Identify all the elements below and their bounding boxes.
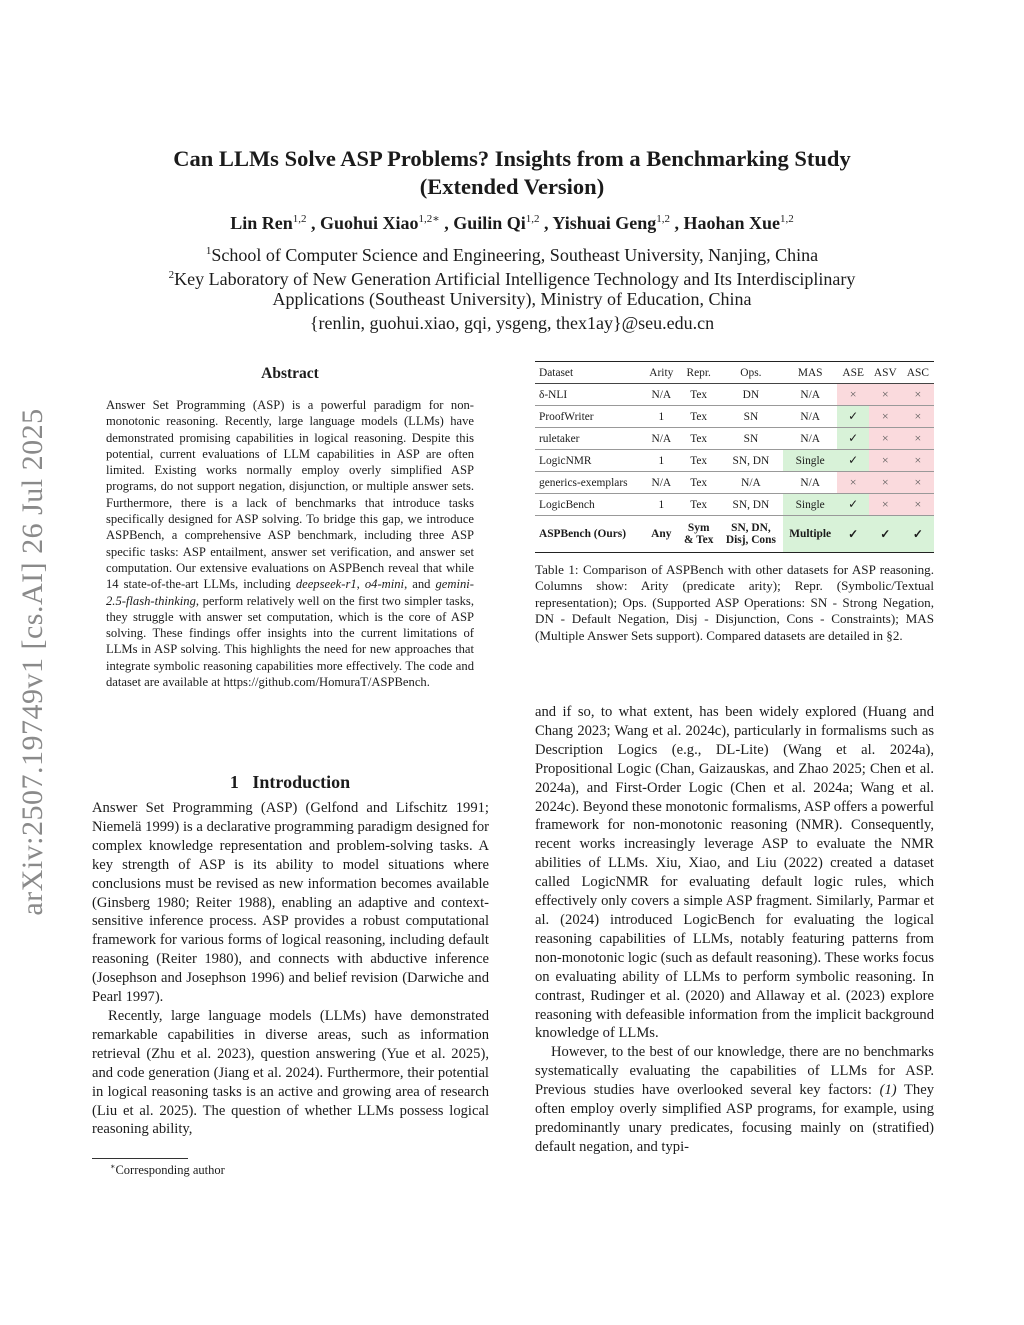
cell-ops: SN	[743, 432, 759, 445]
arxiv-identifier: arXiv:2507.19749v1 [cs.AI] 26 Jul 2025	[16, 408, 49, 916]
column-header: Arity	[649, 366, 674, 379]
cell-ops: SN, DN	[732, 454, 770, 467]
cell-asc: ×	[902, 494, 934, 516]
cell-repr: Tex	[690, 388, 708, 401]
paragraph: However, to the best of our knowledge, there are no benchmarks systematically evaluating the capabilities of LLMs for ASP. Previous studies have overlooked several key factors: (1) They often employ overly simplified ASP programs, for example, using predominantly unary predicates, focusing mainly on (stratified) default negation, and typi-	[535, 1044, 934, 1155]
cell-ase: ✓	[837, 450, 868, 472]
abstract-heading: Abstract	[261, 365, 319, 382]
cell-dataset: LogicBench	[539, 498, 595, 511]
footnote: ∗Corresponding author	[110, 1162, 225, 1178]
cell-arity: 1	[658, 454, 665, 467]
cell-repr: Tex	[690, 498, 708, 511]
cell-mas: N/A	[800, 432, 820, 445]
author: Guilin Qi$^{1,2}$	[453, 213, 540, 233]
cell-arity: 1	[658, 410, 665, 423]
cell-arity: Any	[651, 528, 672, 540]
author: Haohan Xue$^{1,2}$	[683, 213, 794, 233]
cell-repr: Tex	[690, 432, 708, 445]
cell-dataset: LogicNMR	[539, 454, 592, 467]
cell-dataset: generics-exemplars	[539, 476, 628, 489]
cell-asc: ×	[902, 472, 934, 494]
author: Lin Ren$^{1,2}$	[230, 213, 307, 233]
column-header: Ops.	[740, 366, 762, 379]
column-header: Repr.	[686, 366, 711, 379]
cell-dataset: ProofWriter	[539, 410, 594, 423]
right-column-body	[535, 703, 934, 1157]
cell-asc: ×	[902, 450, 934, 472]
cell-ops: N/A	[741, 476, 761, 489]
cell-asv: ×	[869, 494, 902, 516]
cell-repr: Tex	[690, 410, 708, 423]
cell-asv: ×	[869, 472, 902, 494]
paper-title	[0, 145, 1024, 201]
footnote-rule	[92, 1158, 188, 1159]
title-line-1: Can LLMs Solve ASP Problems? Insights from a Benchmarking Study	[173, 146, 851, 171]
table-row	[535, 472, 934, 494]
author: Guohui Xiao$^{1,2∗}$	[319, 213, 440, 233]
cell-arity: N/A	[651, 432, 672, 445]
comparison-table	[535, 361, 934, 553]
column-header: ASE	[842, 366, 864, 379]
cell-asc: ×	[902, 406, 934, 428]
table-row	[535, 450, 934, 472]
cell-asv: ×	[869, 428, 902, 450]
cell-ase: ✓	[837, 406, 868, 428]
cell-ase: ✓	[837, 516, 868, 553]
cell-ase: ✓	[837, 494, 868, 516]
cell-ase: ×	[837, 384, 868, 406]
paragraph: Answer Set Programming (ASP) (Gelfond and Lifschitz 1991; Niemelä 1999) is a declarative programming paradigm designed for complex knowledge representation and problem-solving tasks. A key strength of ASP is its ability to model situations where conclusions must be revised as new information becomes available (Ginsberg 1980; Reiter 1988), enabling an adaptive and context-sensitive inference process. ASP provides a robust computational framework for various forms of logical reasoning, including default reasoning (Reiter 1980), and connects with abductive inference (Josephson and Josephson 1996) and belief revision (Darwiche and Pearl 1997).	[92, 800, 489, 1006]
cell-ops: SN	[743, 410, 759, 423]
cell-mas: N/A	[800, 476, 820, 489]
cell-asv: ×	[869, 406, 902, 428]
cell-dataset: ruletaker	[539, 432, 580, 445]
column-header: ASV	[873, 366, 897, 379]
cell-asc: ×	[902, 428, 934, 450]
cell-ase: ×	[837, 472, 868, 494]
affiliation-1: $^1$School of Computer Science and Engineering, Southeast University, Nanjing, China	[205, 245, 819, 265]
table-row	[535, 406, 934, 428]
cell-ops: SN, DN, Disj, Cons	[725, 522, 776, 546]
table-row-aspbench	[535, 516, 934, 553]
abstract-body: Answer Set Programming (ASP) is a powerful paradigm for non-monotonic reasoning. Recently, large language models (LLMs) have demonstrated promising capabilities in logical reasoning. Despite this potential, current evaluations of LLM capabilities in ASP are often limited. Existing works normally employ overly simplified ASP programs, do not support negation, disjunction, or multiple answer sets. Furthermore, there is a lack of benchmarks that introduce tasks specifically designed for ASP solving. To bridge this gap, we introduce ASPBench, a comprehensive ASP benchmark, including three ASP specific tasks: ASP entailment, answer set verification, and answer set computation. Our extensive evaluations on ASPBench reveal that while 14 state-of-the-art LLMs, including deepseek-r1, o4-mini, and gemini-2.5-flash-thinking, perform relatively well on the first two simpler tasks, they struggle with answer set computation, which is the core of ASP solving. These findings offer insights into the current limitations of LLMs in ASP solving. This highlights the need for new approaches that integrate symbolic reasoning capabilities more effectively. The code and dataset are available at https://github.com/HomuraT/ASPBench.	[106, 398, 474, 690]
cell-mas: Single	[783, 450, 838, 472]
section-heading-introduction: 1 Introduction	[229, 772, 351, 792]
paragraph: Recently, large language models (LLMs) have demonstrated remarkable capabilities in diverse areas, such as information retrieval (Zhu et al. 2023), question answering (Yue et al. 2025), and code generation (Jiang et al. 2024). Furthermore, their potential in logical reasoning tasks is an active and growing area of research (Liu et al. 2025). The question of whether LLMs possess logical reasoning ability,	[92, 1007, 489, 1138]
column-header: MAS	[797, 366, 823, 379]
affiliation-2: $^2$Key Laboratory of New Generation Artificial Intelligence Technology and Its Interdisciplinary	[168, 269, 856, 289]
cell-repr: Tex	[690, 454, 708, 467]
cell-mas: Single	[783, 494, 838, 516]
author-list: Lin Ren$^{1,2}$ , Guohui Xiao$^{1,2∗}$ , Guilin Qi$^{1,2}$ , Yishuai Geng$^{1,2}$ , Haohan Xue$^{1,2}$	[230, 213, 794, 233]
cell-asv: ×	[869, 384, 902, 406]
column-header: Dataset	[539, 366, 574, 379]
author-emails: {renlin, guohui.xiao, gqi, ysgeng, thex1ay}@seu.edu.cn	[309, 313, 715, 333]
cell-ops: SN, DN	[732, 498, 770, 511]
cell-repr: Sym & Tex	[683, 522, 714, 546]
cell-arity: N/A	[651, 388, 672, 401]
arxiv-sidebar	[8, 382, 58, 942]
cell-asv: ✓	[869, 516, 902, 553]
cell-repr: Tex	[690, 476, 708, 489]
table-header-row	[535, 362, 934, 384]
table-row	[535, 494, 934, 516]
table-caption: Table 1: Comparison of ASPBench with other datasets for ASP reasoning. Columns show: Arity (predicate arity); Repr. (Symbolic/Textual representation); Ops. (Supported ASP Operations: SN - Strong Negation, DN - Default Negation, Disj - Disjunction, Cons - Constraints); MAS (Multiple Answer Sets support). Compared datasets are detailed in §2.	[535, 562, 934, 643]
author: Yishuai Geng$^{1,2}$	[552, 213, 671, 233]
cell-asc: ✓	[902, 516, 934, 553]
cell-ase: ✓	[837, 428, 868, 450]
table-row	[535, 428, 934, 450]
cell-asc: ×	[902, 384, 934, 406]
cell-mas: N/A	[800, 388, 820, 401]
paragraph: and if so, to what extent, has been widely explored (Huang and Chang 2023; Wang et al. 2024c), particularly in formalisms such as Description Logics (e.g., DL-Lite) (Wang et al. 2024a), Propositional Logic (Chan, Gaizauskas, and Zhao 2025; Chen et al. 2024a), and First-Order Logic (Chen et al. 2024a; Wang et al. 2024c). Beyond these monotonic formalisms, ASP offers a powerful framework for non-monotonic reasoning (NMR). Consequently, recent works increasingly leverage ASP to evaluate the NMR abilities of LLMs. Xiu, Xiao, and Liu (2022) created a dataset called LogicNMR for evaluating default logic rules, which effectively only covers a simple ASP fragment. Similarly, Parmar et al. (2024) introduced LogicBench for evaluating the logical reasoning capabilities of LLMs, notably featuring patterns from non-monotonic logic (such as default reasoning). These works focus on evaluating ability of LLMs to perform symbolic reasoning. In contrast, Rudinger et al. (2020) and Allaway et al. (2023) explore reasoning with defeasible information from the implicit background knowledge of LLMs.	[535, 704, 934, 1042]
cell-arity: 1	[658, 498, 665, 511]
title-line-2: (Extended Version)	[419, 174, 605, 199]
cell-dataset: ASPBench (Ours)	[539, 528, 627, 540]
table-row	[535, 384, 934, 406]
introduction-body	[92, 799, 489, 1139]
cell-ops: DN	[742, 388, 760, 401]
cell-dataset: δ-NLI	[539, 388, 568, 401]
column-header: ASC	[906, 366, 929, 379]
cell-mas: N/A	[800, 410, 820, 423]
cell-asv: ×	[869, 450, 902, 472]
cell-arity: N/A	[651, 476, 672, 489]
cell-mas: Multiple	[783, 516, 838, 553]
affiliation-2-continued: Applications (Southeast University), Ministry of Education, China	[272, 289, 752, 309]
